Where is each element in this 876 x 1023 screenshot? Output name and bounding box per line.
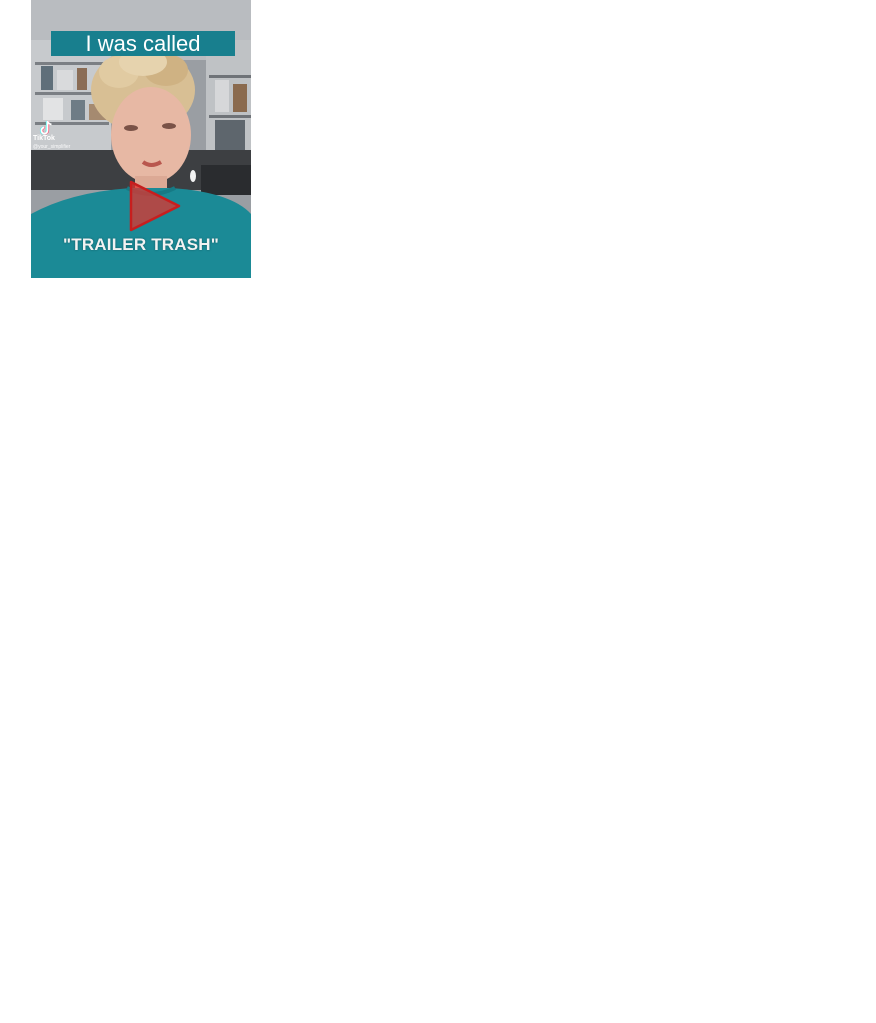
tiktok-brand-label: TikTok	[33, 135, 55, 142]
tiktok-watermark	[33, 120, 103, 156]
video-thumbnail[interactable]	[31, 0, 251, 278]
caption-top: I was called	[51, 31, 235, 56]
play-button[interactable]	[127, 180, 181, 232]
tiktok-handle: @your_simplifier	[33, 144, 71, 150]
caption-bottom: "TRAILER TRASH"	[62, 235, 220, 254]
play-icon	[127, 180, 181, 232]
tiktok-icon	[39, 120, 53, 136]
